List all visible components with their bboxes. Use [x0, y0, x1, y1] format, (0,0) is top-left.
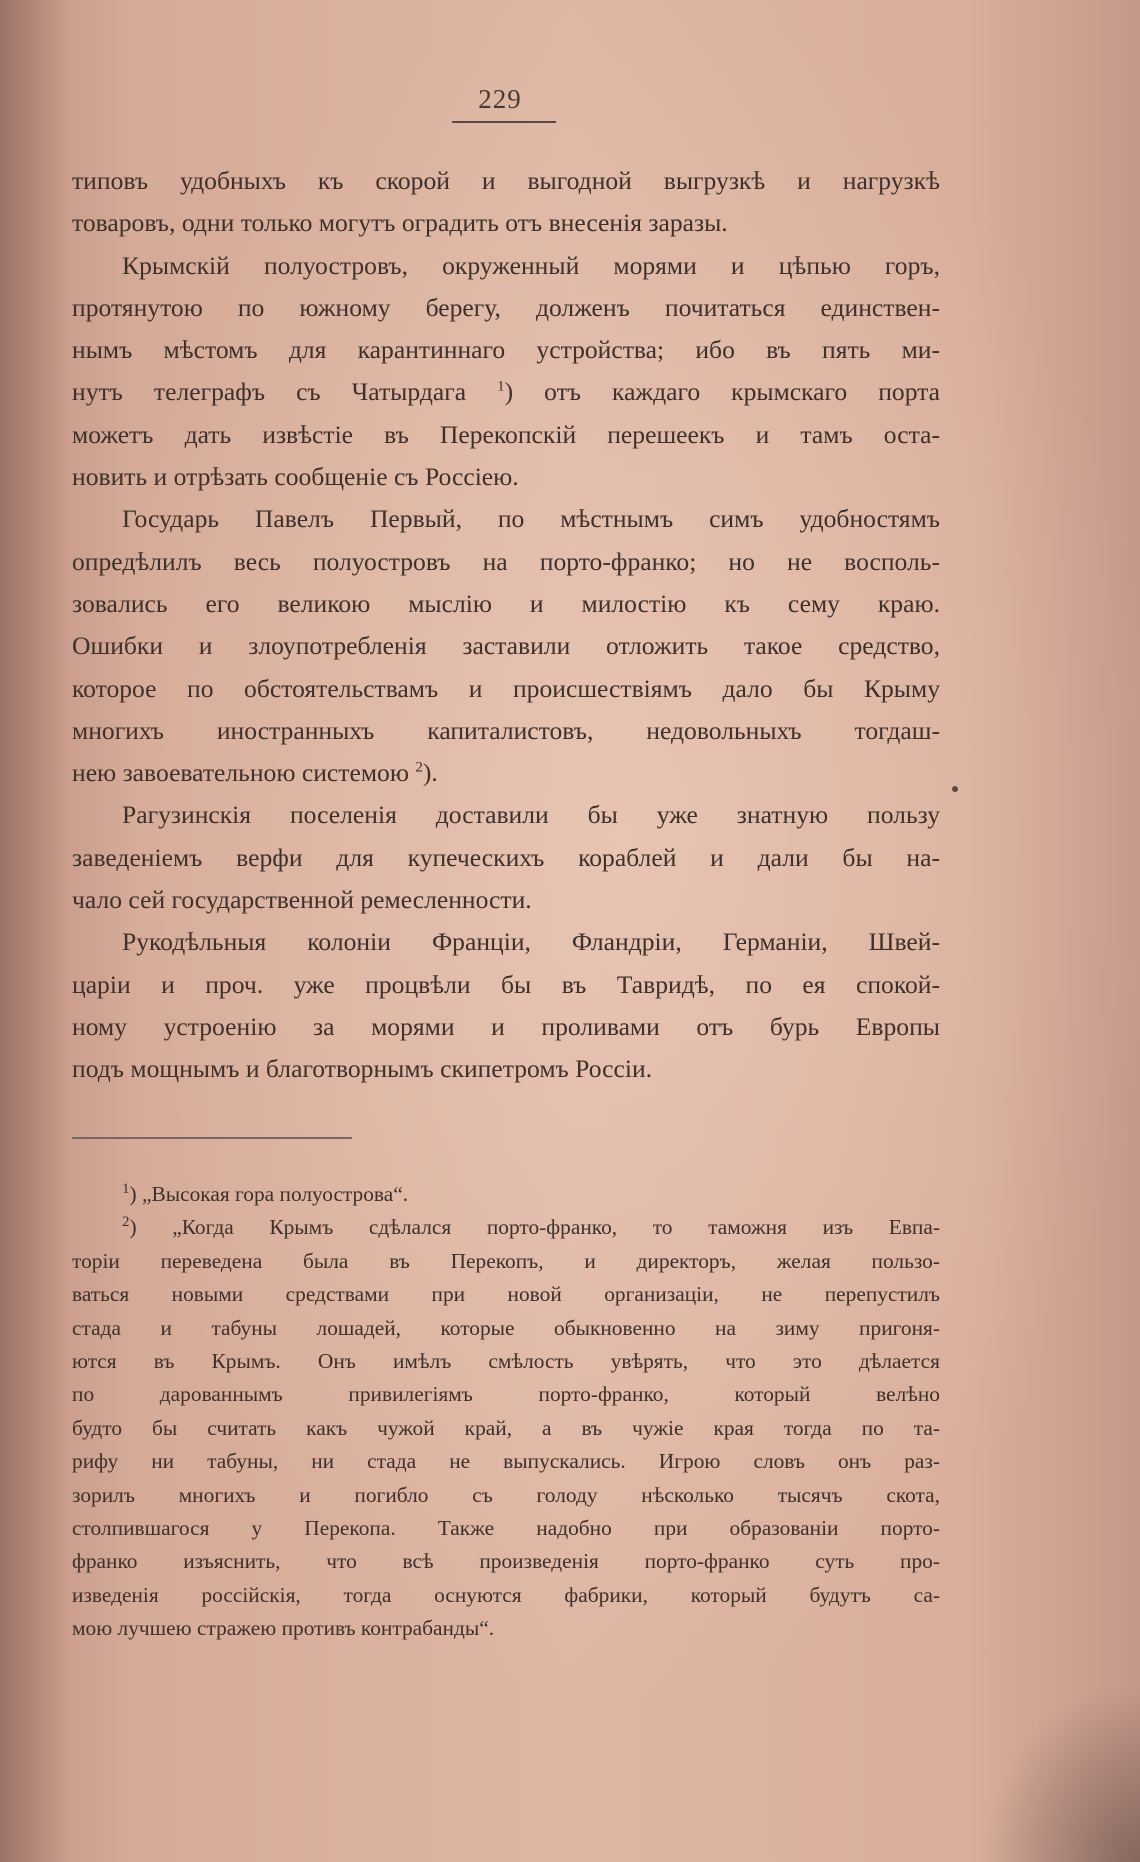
footnote-line: по дарованнымъ привилегіямъ порто-франко, который велѣно — [72, 1382, 940, 1407]
text-line: подъ мощнымъ и благотворнымъ скипетромъ Россіи. — [72, 1054, 653, 1084]
footnote-mark: 2 — [122, 1214, 130, 1231]
text-line: опредѣлилъ весь полуостровъ на порто-франко; но не восполь- — [72, 546, 940, 576]
footnote-line: рифу ни табуны, ни стада не выпускались. Игрою словъ онъ раз- — [72, 1449, 940, 1474]
page-corner-shadow — [980, 1682, 1140, 1862]
text-line: заведеніемъ верфи для купеческихъ кораблей и дали бы на- — [72, 842, 940, 872]
text-line: чало сей государственной ремесленности. — [72, 885, 532, 915]
footnote-line: зорилъ многихъ и погибло съ голоду нѣсколько тысячъ скота, — [72, 1482, 940, 1507]
footnote-text: ) „Высокая гора полуострова“. — [129, 1182, 409, 1206]
text-line: можетъ дать извѣстіе въ Перекопскій перешеекъ и тамъ оста- — [72, 419, 940, 449]
footnote-line: будто бы считать какъ чужой край, а въ чужіе края тогда по та- — [72, 1415, 940, 1440]
footnote-ref-1: 1 — [497, 378, 505, 395]
footnote-1 — [72, 1178, 940, 1211]
text-line-with-footnote — [72, 752, 940, 794]
text-line-with-footnote — [72, 371, 940, 413]
text-line: нымъ мѣстомъ для карантиннаго устройства; ибо въ пять ми- — [72, 335, 940, 365]
text-fragment: отъ каждаго крымскаго порта — [544, 377, 941, 407]
text-line: новить и отрѣзать сообщеніе съ Россіею. — [72, 462, 519, 492]
footnote-2 — [72, 1211, 940, 1244]
text-line: многихъ иностранныхъ капиталистовъ, недовольныхъ тогдаш- — [72, 715, 940, 745]
footnote-ref-2: 2 — [415, 759, 423, 776]
footnote-mark: 1 — [122, 1180, 130, 1197]
page-edge-shadow — [0, 0, 70, 1862]
text-line: Крымскій полуостровъ, окруженный морями и цѣпью горъ, — [122, 250, 940, 280]
footnote-ref-paren: ). — [422, 758, 438, 788]
footnote-line: ваться новыми средствами при новой организаціи, не перепустилъ — [72, 1282, 940, 1307]
text-fragment: нутъ телеграфъ съ Чатырдага — [72, 377, 467, 407]
footnote-line: изведенія россійскія, тогда оснуются фабрики, который будутъ са- — [72, 1582, 940, 1607]
text-line: которое по обстоятельствамъ и происшествіямъ дало бы Крыму — [72, 673, 940, 703]
footnote-line: ются въ Крымъ. Онъ имѣлъ смѣлость увѣрять, что это дѣлается — [72, 1348, 940, 1373]
text-line: типовъ удобныхъ къ скорой и выгодной выгрузкѣ и нагрузкѣ — [72, 166, 940, 195]
text-line: Ошибки и злоупотребленія заставили отложить такое средство, — [72, 631, 940, 661]
footnote-text: ) „Когда Крымъ сдѣлался порто-франко, то таможня изъ Евпа- — [129, 1215, 940, 1240]
print-speck — [952, 786, 958, 792]
page-number-rule — [452, 121, 556, 123]
footnote-separator — [72, 1137, 352, 1139]
text-line: Государь Павелъ Первый, по мѣстнымъ симъ удобностямъ — [122, 504, 940, 534]
text-line: ному устроенію за морями и проливами отъ бурь Европы — [72, 1011, 940, 1041]
footnote-line: торіи переведена была въ Перекопъ, и директоръ, желая пользо- — [72, 1248, 940, 1273]
text-line: Рагузинскія поселенія доставили бы уже знатную пользу — [122, 800, 940, 830]
footnote-ref-paren: ) — [504, 377, 514, 407]
text-fragment: нею завоевательною системою — [72, 758, 409, 788]
text-line: протянутою по южному берегу, долженъ почитаться единствен- — [72, 292, 940, 322]
page-number: 229 — [478, 84, 522, 114]
footnotes — [72, 1178, 940, 1645]
main-text — [72, 160, 940, 1091]
text-line: товаровъ, одни только могутъ оградить отъ внесенія заразы. — [72, 208, 728, 238]
text-line: Рукодѣльныя колоніи Франціи, Фландріи, Германіи, Швей- — [122, 927, 940, 957]
footnote-line: франко изъяснить, что всѣ произведенія порто-франко суть про- — [72, 1549, 940, 1574]
text-line: царіи и проч. уже процвѣли бы въ Тавридѣ, по ея спокой- — [72, 969, 940, 999]
text-line: зовались его великою мыслію и милостію къ сему краю. — [72, 588, 940, 618]
footnote-line: мою лучшею стражею противъ контрабанды“. — [72, 1616, 495, 1641]
footnote-line: столпившагося у Перекопа. Также надобно при образованіи порто- — [72, 1515, 940, 1540]
footnote-line: стада и табуны лошадей, которые обыкновенно на зиму пригоня- — [72, 1315, 940, 1340]
